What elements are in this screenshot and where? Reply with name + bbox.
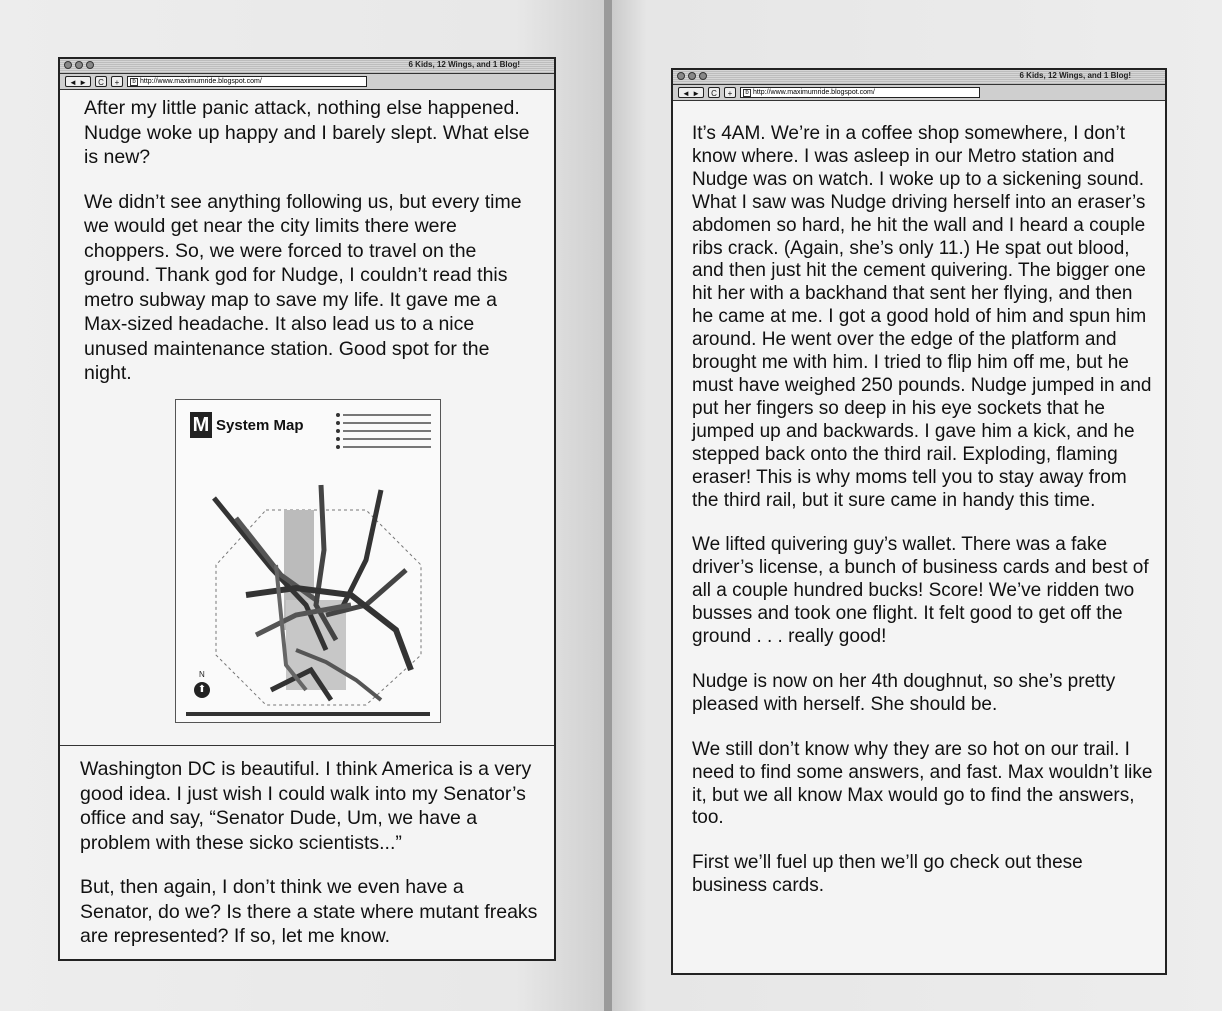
close-button[interactable] [64, 61, 72, 69]
blog-post-content [673, 101, 1165, 898]
url-text: http://www.maximumride.blogspot.com/ [753, 88, 875, 96]
post-paragraph: We lifted quivering guy’s wallet. There was a fake driver’s license, a bunch of business cards and best of all a couple hundred bucks! Score! We’ve ridden two busses and took one flight. It felt good to get off the ground . . . really good! [692, 534, 1149, 648]
minimize-button[interactable] [75, 61, 83, 69]
right-browser-window [671, 68, 1167, 975]
book-gutter [604, 0, 612, 1011]
post-paragraph: We didn’t see anything following us, but every time we would get near the city limits there were choppers. So, we were forced to travel on the ground. Thank god for Nudge, I couldn’t read this metro subway map to save my life. It gave me a Max-sized headache. It also lead us to a nice unused maintenance station. Good spot for the night. [84, 190, 522, 384]
post-paragraph: Nudge is now on her 4th doughnut, so she’s pretty pleased with herself. She should be. [692, 670, 1116, 715]
zoom-button[interactable] [699, 72, 707, 80]
site-icon: b [743, 89, 751, 97]
section-divider [60, 745, 554, 746]
post-paragraph: Washington DC is beautiful. I think America is a very good idea. I just wish I could walk into my Senator’s office and say, “Senator Dude, Um, we have a problem with these sicko scientists...” [80, 758, 532, 854]
add-bookmark-button[interactable]: + [724, 87, 736, 98]
north-label: N [199, 670, 205, 679]
address-bar[interactable] [127, 76, 367, 87]
post-paragraph: After my little panic attack, nothing else happened. Nudge woke up happy and I barely slept. What else is new? [84, 97, 530, 168]
back-forward-button[interactable]: ◄ ► [678, 87, 704, 98]
window-controls [677, 72, 707, 80]
post-paragraph: We still don’t know why they are so hot on our trail. I need to find some answers, and fast. Max wouldn’t like it, but we all know Max would go to find the answers, too. [692, 738, 1153, 829]
zoom-button[interactable] [86, 61, 94, 69]
metro-logo: M [190, 412, 212, 438]
map-title: System Map [216, 416, 304, 434]
post-paragraph: It’s 4AM. We’re in a coffee shop somewhere, I don’t know where. I was asleep in our Metro station and Nudge was on watch. I woke up to a sickening sound. What I saw was Nudge driving herself into an eraser’s abdomen so hard, he hit the wall and I heard a couple ribs crack. (Again, she’s only 11.) He spat out blood, and then just hit the cement quivering. The bigger one hit her with a backhand that sent her flying, and then he came at me. I got a good hold of him and spun him around. He went over the edge of the platform and brought me with him. I tried to flip him off me, but he must have weighed 250 pounds. Nudge jumped in and put her fingers so deep in his eye sockets that he jumped up and backwards. I gave him a kick, and he stepped back onto the third rail. Exploding, flaming eraser! This is why moms tell you to stay away from the third rail, but it sure came in handy this time. [692, 123, 1152, 511]
add-bookmark-button[interactable]: + [111, 76, 123, 87]
window-titlebar [673, 70, 1165, 85]
url-text: http://www.maximumride.blogspot.com/ [140, 77, 262, 85]
post-paragraph: But, then again, I don’t think we even have a Senator, do we? Is there a state where mutant freaks are represented? If so, let me know. [80, 876, 538, 947]
metro-system-map [175, 399, 441, 723]
back-forward-button[interactable]: ◄ ► [65, 76, 91, 87]
left-browser-window [58, 57, 556, 961]
window-controls [64, 61, 94, 69]
site-icon: b [130, 78, 138, 86]
address-bar[interactable] [740, 87, 980, 98]
compass-icon: ⬆ [194, 682, 210, 698]
refresh-button[interactable]: C [95, 76, 107, 87]
browser-toolbar [673, 85, 1165, 101]
window-title: 6 Kids, 12 Wings, and 1 Blog! [1019, 71, 1131, 80]
browser-toolbar [60, 74, 554, 90]
window-titlebar [60, 59, 554, 74]
minimize-button[interactable] [688, 72, 696, 80]
window-title: 6 Kids, 12 Wings, and 1 Blog! [408, 60, 520, 69]
blog-post-content [60, 90, 554, 386]
close-button[interactable] [677, 72, 685, 80]
metro-lines-graphic [176, 400, 440, 722]
post-paragraph: First we’ll fuel up then we’ll go check out these business cards. [692, 852, 1083, 897]
map-footer-rule [186, 712, 430, 716]
refresh-button[interactable]: C [708, 87, 720, 98]
blog-post-footer-content [80, 757, 540, 969]
